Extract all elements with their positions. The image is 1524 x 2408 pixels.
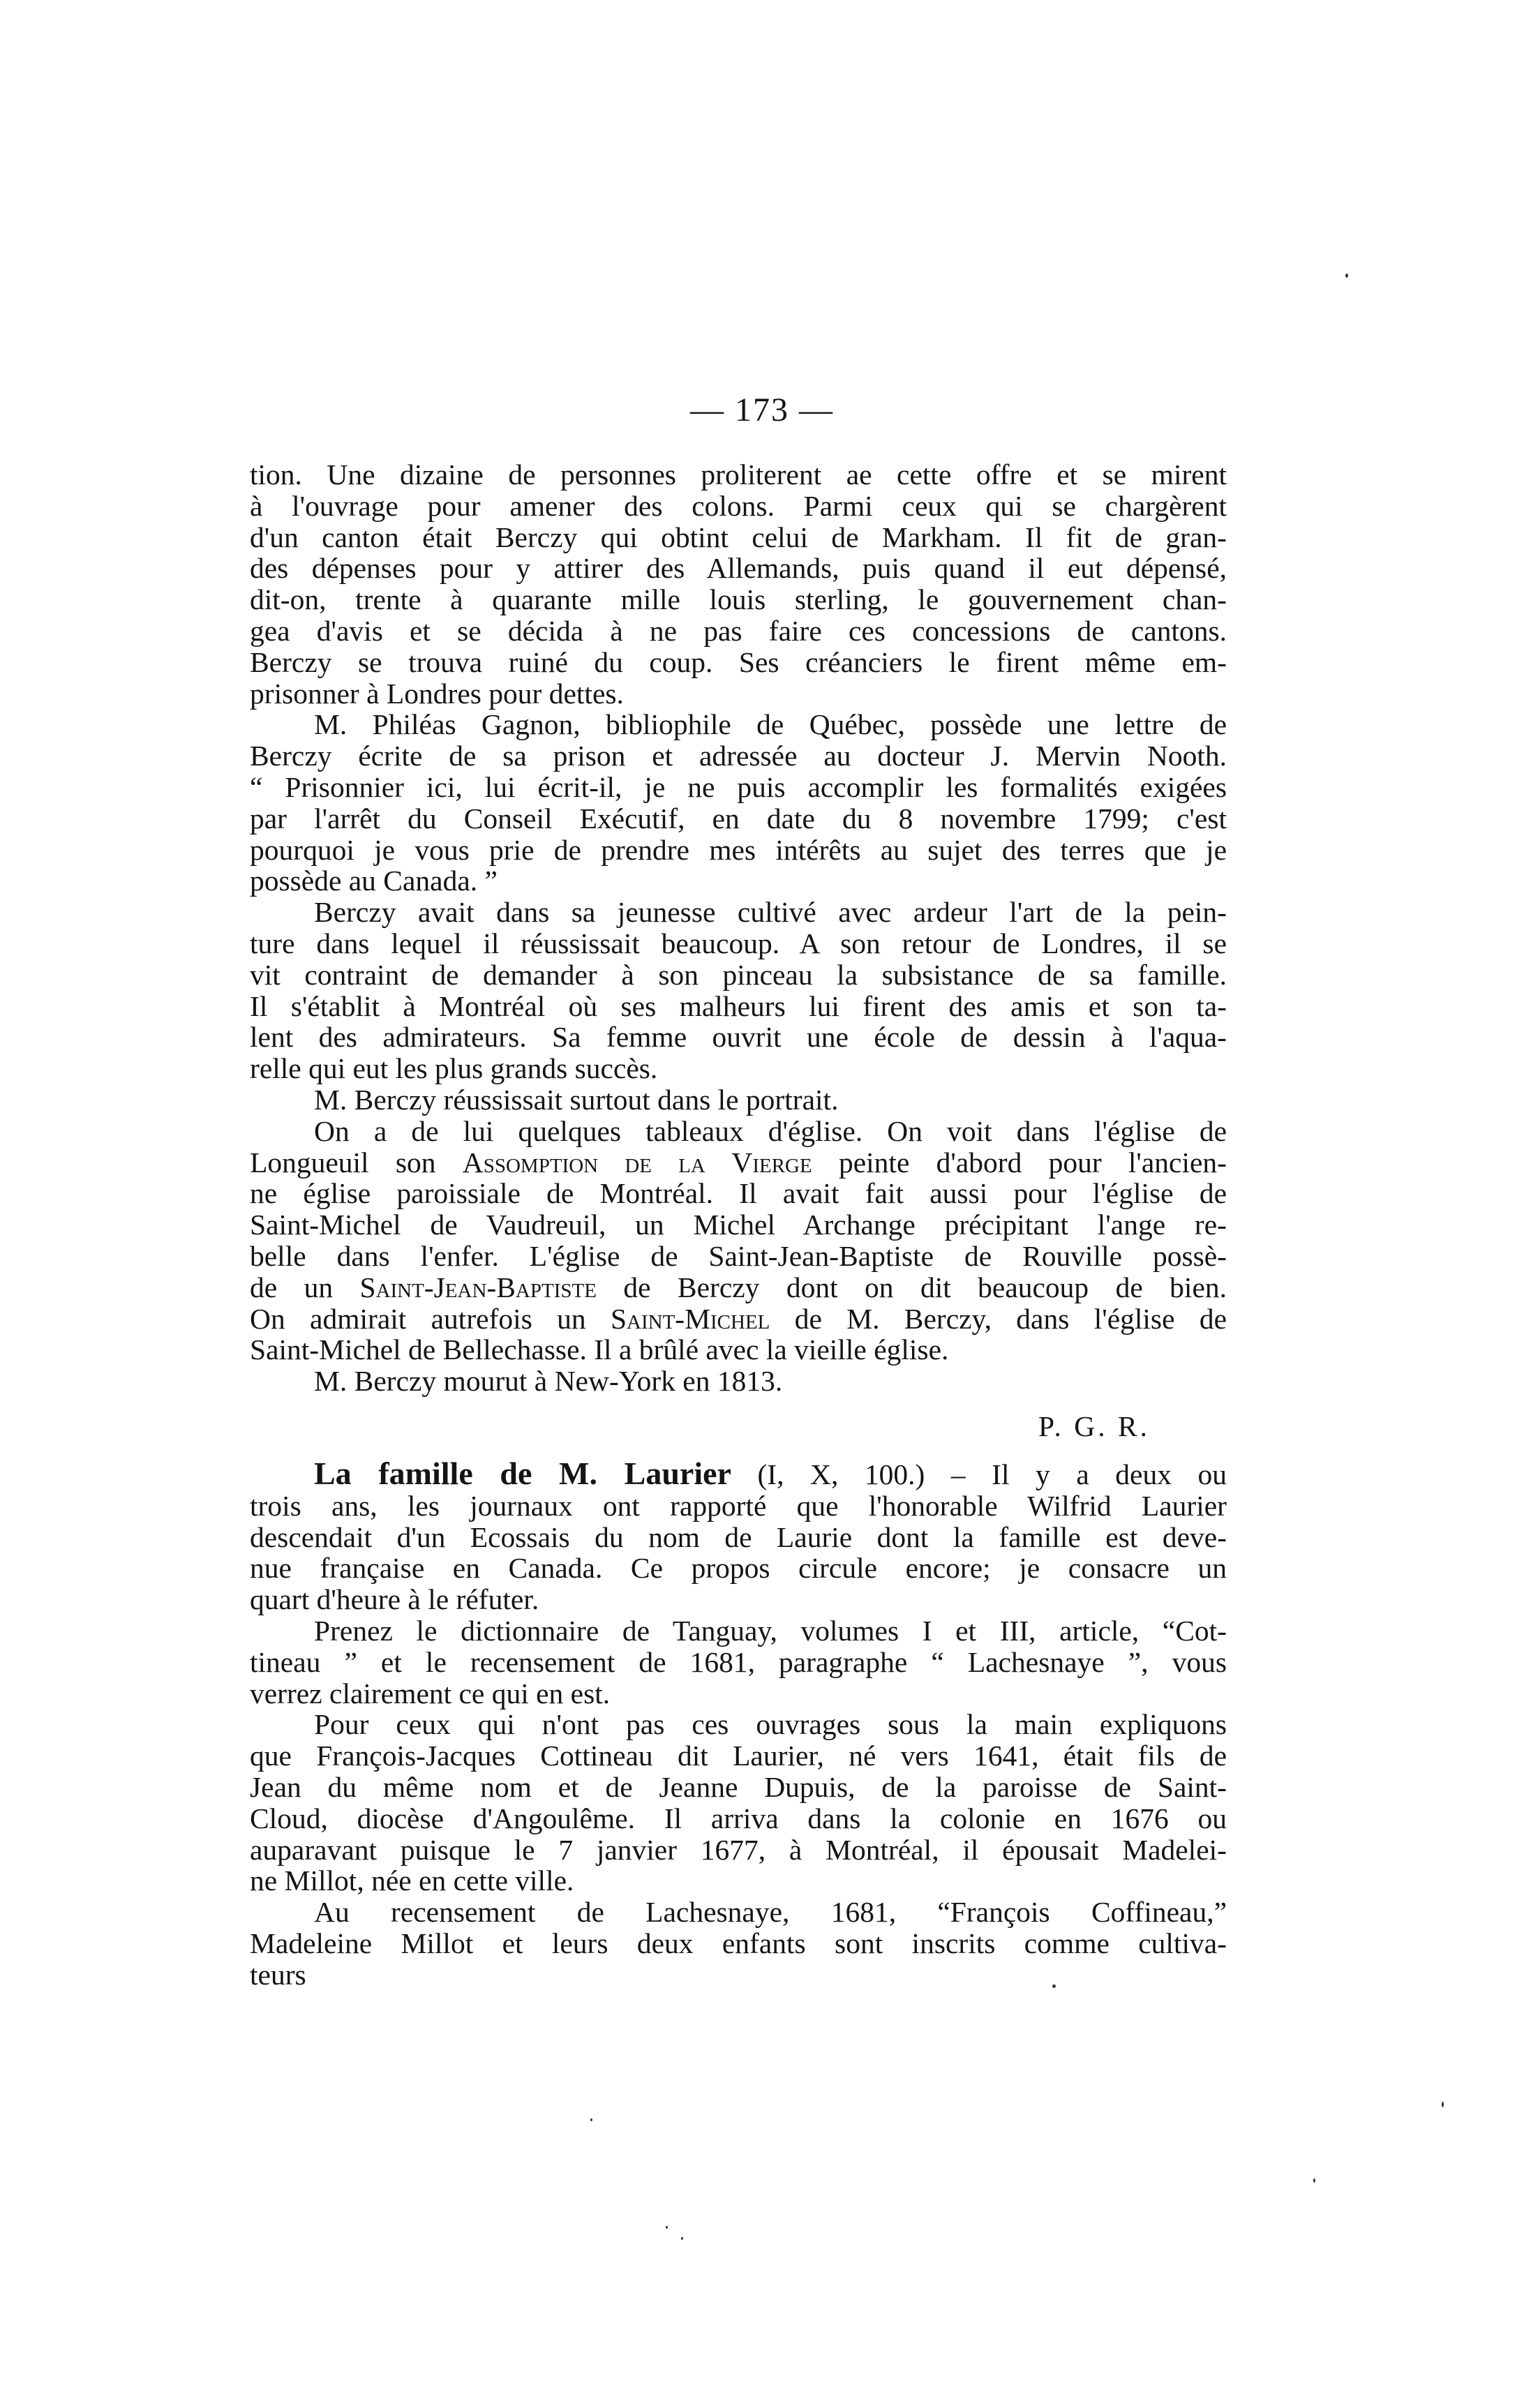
text-line: vit contraint de demander à son pinceau la subsistance de sa famille. bbox=[250, 958, 1227, 991]
scan-speck bbox=[1345, 274, 1348, 278]
scan-speck bbox=[666, 2226, 668, 2229]
text-line: Berczy avait dans sa jeunesse cultivé avec ardeur l'art de la pein- bbox=[314, 896, 1227, 929]
text-line: M. Berczy réussissait surtout dans le portrait. bbox=[314, 1083, 839, 1116]
text-span: de M. Berczy, dans l'église de bbox=[770, 1302, 1227, 1335]
text-line: Prenez le dictionnaire de Tanguay, volumes I et III, article, “Cot- bbox=[314, 1614, 1227, 1647]
text-line: tineau ” et le recensement de 1681, paragraphe “ Lachesnaye ”, vous bbox=[250, 1645, 1227, 1678]
scan-speck bbox=[1442, 2102, 1444, 2107]
text-line: que François-Jacques Cottineau dit Laurier, né vers 1641, était fils de bbox=[250, 1740, 1227, 1772]
artwork-title: Saint-Michel bbox=[610, 1302, 770, 1335]
text-line: à l'ouvrage pour amener des colons. Parmi ceux qui se chargèrent bbox=[250, 489, 1227, 522]
text-line: Cloud, diocèse d'Angoulême. Il arriva dans la colonie en 1676 ou bbox=[250, 1802, 1227, 1834]
text-line: Saint-Michel de Vaudreuil, un Michel Archange précipitant l'ange re- bbox=[250, 1209, 1227, 1241]
text-line: auparavant puisque le 7 janvier 1677, à Montréal, il épousait Madelei- bbox=[250, 1833, 1227, 1866]
article-famille-laurier bbox=[250, 1458, 1227, 1991]
text-line: verrez clairement ce qui en est. bbox=[250, 1677, 611, 1710]
article-berczy-continued bbox=[250, 459, 1227, 1397]
text-line: par l'arrêt du Conseil Exécutif, en date du 8 novembre 1799; c'est bbox=[250, 802, 1227, 835]
section-heading: La famille de M. Laurier bbox=[314, 1456, 731, 1491]
text-line: descendait d'un Ecossais du nom de Laurie dont la famille est deve- bbox=[250, 1520, 1227, 1553]
text-line: Pour ceux qui n'ont pas ces ouvrages sous la main expliquons bbox=[314, 1708, 1227, 1741]
text-line: lent des admirateurs. Sa femme ouvrit une école de dessin à l'aqua- bbox=[250, 1021, 1227, 1054]
page-number: — 173 — bbox=[690, 391, 834, 428]
text-line: quart d'heure à le réfuter. bbox=[250, 1583, 539, 1616]
text-line: teurs bbox=[250, 1958, 306, 1991]
text-line: M. Berczy mourut à New-York en 1813. bbox=[314, 1365, 783, 1398]
text-line: M. Philéas Gagnon, bibliophile de Québec, possède une lettre de bbox=[314, 708, 1227, 741]
text-line: possède au Canada. ” bbox=[250, 865, 498, 897]
text-line: Jean du même nom et de Jeanne Dupuis, de la paroisse de Saint- bbox=[250, 1770, 1227, 1803]
text-line: dit-on, trente à quarante mille louis sterling, le gouvernement chan- bbox=[250, 583, 1227, 616]
text-line: On a de lui quelques tableaux d'église. On voit dans l'église de bbox=[314, 1114, 1227, 1147]
text-span: de un bbox=[250, 1271, 360, 1303]
text-line: nue française en Canada. Ce propos circule encore; je consacre un bbox=[250, 1552, 1227, 1585]
text-line: relle qui eut les plus grands succès. bbox=[250, 1052, 658, 1085]
text-line: gea d'avis et se décida à ne pas faire ces concessions de cantons. bbox=[250, 614, 1227, 647]
scan-speck bbox=[1052, 1984, 1056, 1988]
artwork-title: Saint-Jean-Baptiste bbox=[359, 1271, 597, 1303]
text-line: ne Millot, née en cette ville. bbox=[250, 1864, 574, 1897]
text-line: ne église paroissiale de Montréal. Il avait fait aussi pour l'église de bbox=[250, 1177, 1227, 1210]
text-span: peinte d'abord pour l'ancien- bbox=[812, 1146, 1227, 1179]
text-line: ture dans lequel il réussissait beaucoup. A son retour de Londres, il se bbox=[250, 927, 1227, 959]
text-line bbox=[250, 1272, 1227, 1303]
text-line: Berczy écrite de sa prison et adressée au docteur J. Mervin Nooth. bbox=[250, 740, 1227, 772]
text-line: Saint-Michel de Bellechasse. Il a brûlé avec la vieille église. bbox=[250, 1333, 949, 1366]
scan-speck bbox=[590, 2118, 592, 2121]
text-span: (I, X, 100.) – Il y a deux ou bbox=[731, 1458, 1227, 1490]
artwork-title: Assomption de la Vierge bbox=[462, 1146, 812, 1179]
text-span: Longueuil son bbox=[250, 1146, 463, 1179]
text-line: Berczy se trouva ruiné du coup. Ses créanciers le firent même em- bbox=[250, 645, 1227, 678]
text-line: tion. Une dizaine de personnes proliterent ae cette offre et se mirent bbox=[250, 458, 1227, 491]
text-line: belle dans l'enfer. L'église de Saint-Jean-Baptiste de Rouville possè- bbox=[250, 1239, 1227, 1272]
text-line: prisonner à Londres pour dettes. bbox=[250, 677, 624, 710]
text-line bbox=[250, 1147, 1227, 1179]
text-line bbox=[250, 1458, 1227, 1490]
text-line bbox=[250, 1303, 1227, 1335]
text-line: pourquoi je vous prie de prendre mes intérêts au sujet des terres que je bbox=[250, 833, 1227, 866]
text-line: des dépenses pour y attirer des Allemands, puis quand il eut dépensé, bbox=[250, 552, 1227, 585]
text-line: Au recensement de Lachesnaye, 1681, “François Coffineau,” bbox=[314, 1896, 1227, 1929]
text-line: “ Prisonnier ici, lui écrit-il, je ne puis accomplir les formalités exigées bbox=[250, 770, 1227, 803]
text-line: d'un canton était Berczy qui obtint celui de Markham. Il fit de gran- bbox=[250, 521, 1227, 553]
text-line: Madeleine Millot et leurs deux enfants sont inscrits comme cultiva- bbox=[250, 1927, 1227, 1959]
scan-speck bbox=[681, 2237, 683, 2240]
text-span: On admirait autrefois un bbox=[250, 1302, 611, 1335]
text-line: trois ans, les journaux ont rapporté que l'honorable Wilfrid Laurier bbox=[250, 1489, 1227, 1522]
text-line: Il s'établit à Montréal où ses malheurs lui firent des amis et son ta- bbox=[250, 989, 1227, 1022]
author-signature: P. G. R. bbox=[1038, 1410, 1151, 1442]
text-span: de Berczy dont on dit beaucoup de bien. bbox=[596, 1271, 1227, 1303]
scan-speck bbox=[1313, 2178, 1315, 2183]
